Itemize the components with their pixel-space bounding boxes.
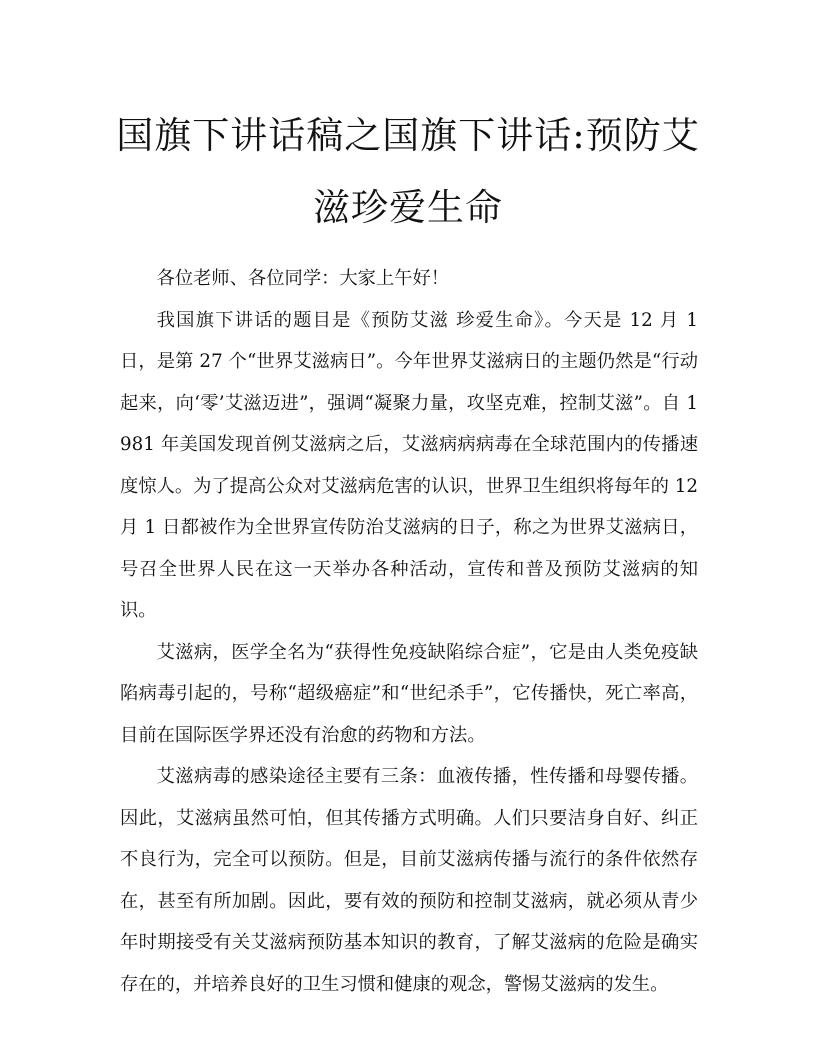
paragraph-world-aids-day: 我国旗下讲话的题目是《预防艾滋 珍爱生命》。今天是 12 月 1 日，是第 27 个“世界艾滋病日”。今年世界艾滋病日的主题仍然是“行动起来，向‘零’艾滋迈进”，强调“凝聚力量，攻坚克难，控制艾滋”。自 1981 年美国发现首例艾滋病之后，艾滋病病病毒在全球范围内的传播速度惊人。为了提高公众对艾滋病危害的认识，世界卫生组织将每年的 12 月 1 日都被作为全世界宣传防治艾滋病的日子，称之为世界艾滋病日，号召全世界人民在这一天举办各种活动，宣传和普及预防艾滋病的知识。 <box>120 309 698 621</box>
document-title: 国旗下讲话稿之国旗下讲话:预防艾滋珍爱生命 <box>116 114 700 229</box>
document-body <box>120 258 698 1005</box>
paragraph-aids-definition: 艾滋病，医学全名为“获得性免疫缺陷综合症”，它是由人类免疫缺陷病毒引起的，号称“超级癌症”和“世纪杀手”，它传播快，死亡率高，目前在国际医学界还没有治愈的药物和方法。 <box>120 641 698 746</box>
paragraph-greeting: 各位老师、各位同学：大家上午好！ <box>156 268 450 289</box>
paragraph-transmission-prevention: 艾滋病毒的感染途径主要有三条：血液传播，性传播和母婴传播。因此，艾滋病虽然可怕，但其传播方式明确。人们只要洁身自好、纠正不良行为，完全可以预防。但是，目前艾滋病传播与流行的条件依然存在，甚至有所加剧。因此，要有效的预防和控制艾滋病，就必须从青少年时期接受有关艾滋病预防基本知识的教育，了解艾滋病的危险是确实存在的，并培养良好的卫生习惯和健康的观念，警惕艾滋病的发生。 <box>120 766 698 995</box>
